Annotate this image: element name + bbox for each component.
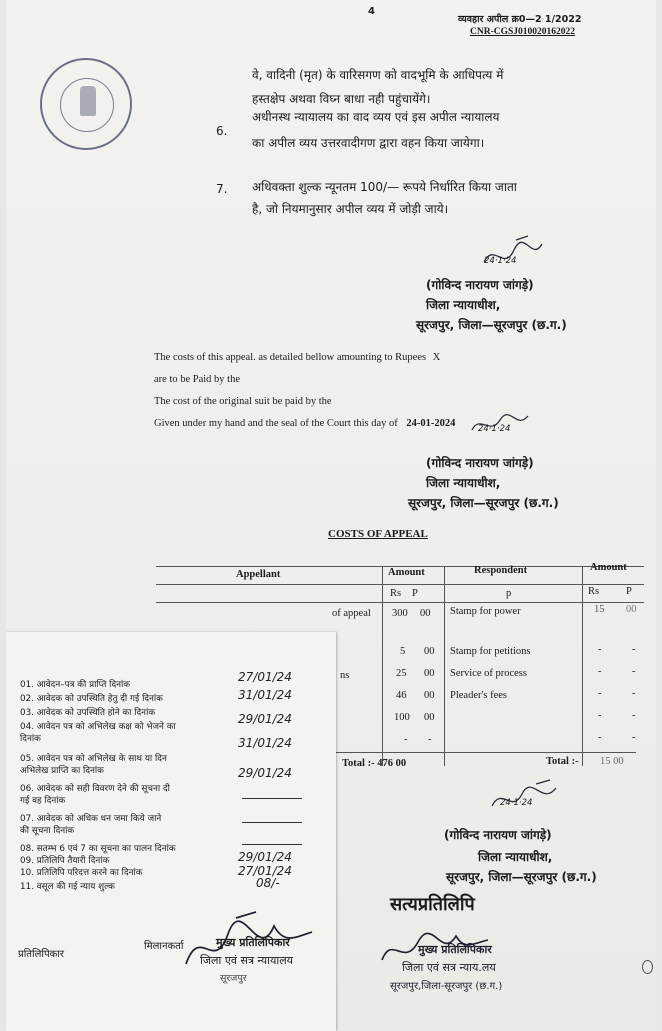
signature-scribble-1 (476, 232, 566, 278)
para7-line2: है, जो नियमानुसार अपील व्यय में जोड़ी जाये। (252, 202, 449, 216)
sign3-place: सूरजपुर, जिला—सूरजपुर (छ.ग.) (446, 870, 597, 884)
table-row-resp: Pleader's fees (450, 690, 507, 701)
table-col-line-2 (444, 566, 445, 766)
slip-item-label: 05. आवेदन पत्र को अभिलेख के साथ या दिन (20, 754, 167, 764)
table-row-p: 00 (424, 690, 435, 701)
slip-item-value: 31/01/24 (238, 736, 292, 750)
slip-item-label: अभिलेख प्राप्ति का दिनांक (20, 766, 104, 776)
slip-stamp-title: मुख्य प्रतिलिपिकार (216, 936, 290, 949)
table-row-p: 00 (420, 608, 431, 619)
table-row-p2: 00 (626, 604, 637, 615)
header-respondent: Respondent (474, 565, 528, 576)
slip-item-value: 29/01/24 (238, 766, 292, 780)
given-line-text: Given under my hand and the seal of the Court this day of (154, 418, 398, 429)
table-row-rs: 25 (396, 668, 407, 679)
slip-item-label: 09. प्रतिलिपि तैयारी दिनांक (20, 856, 110, 866)
margin-circle-mark (642, 960, 653, 974)
slip-blank-line (242, 844, 302, 845)
table-total-rule (336, 752, 636, 753)
copy-application-slip (6, 632, 336, 1031)
case-number: व्यवहार अपील क्र0—2 1/2022 (458, 14, 582, 25)
para7-number: 7. (216, 182, 228, 196)
slip-stamp-line3: सूरजपुर (220, 973, 247, 984)
sign1-name: (गोविन्द नारायण जांगड़े) (426, 278, 534, 292)
slip-item-label: दिनांक (20, 734, 41, 744)
para7-line1: अधिवक्ता शुल्क न्यूनतम 100/— रूपये निर्धारित किया जाता (252, 180, 517, 194)
court-seal (40, 58, 132, 150)
table-header-rule (156, 584, 644, 585)
sub-resp-p: p (506, 588, 512, 599)
table-row-item: of appeal (332, 608, 371, 619)
sign2-name: (गोविन्द नारायण जांगड़े) (426, 456, 534, 470)
costs-line-text: The costs of this appeal. as detailed bellow amounting to Rupees (154, 352, 427, 363)
table-row-rs: - (404, 734, 408, 745)
table-row-rs: 300 (392, 608, 408, 619)
sign3-date: 24·1·24 (500, 798, 533, 808)
slip-item-label: 10. प्रतिलिपि परिदत्त करने का दिनांक (20, 868, 143, 878)
table-col-line-3 (582, 566, 583, 766)
slip-item-value: 29/01/24 (238, 850, 292, 864)
total-right-label: Total :- (546, 756, 579, 767)
slip-item-label: 06. आवेदक को सही विवरण देने की सूचना दी (20, 784, 170, 794)
sign2-title: जिला न्यायाधीश, (426, 476, 501, 490)
stamp-right-line3: सूरजपुर,जिला-सूरजपुर (छ.ग.) (390, 981, 503, 992)
table-row-rs2: 15 (594, 604, 605, 615)
table-row-rs2: - (598, 732, 602, 743)
sign2-place: सूरजपुर, जिला—सूरजपुर (छ.ग.) (408, 496, 559, 510)
slip-item-label: 02. आवेदक को उपस्थिति हेतु दी गई दिनांक (20, 694, 163, 704)
para6-line1: अधीनस्थ न्यायालय का वाद व्यय एवं इस अपील न्यायालय (252, 110, 500, 124)
slip-item-value: 31/01/24 (238, 688, 292, 702)
given-line (154, 418, 455, 429)
emblem-icon (80, 86, 96, 116)
slip-item-label: गई वह दिनांक (20, 796, 66, 806)
header-amount-2: Amount (590, 562, 627, 573)
para6-line2: का अपील व्यय उत्तरवादीगण द्वारा वहन किया जायेगा। (252, 136, 485, 150)
original-suit-line: The cost of the original suit be paid by the (154, 396, 332, 407)
table-row-resp: Stamp for petitions (450, 646, 531, 657)
total-left: Total :- 476 00 (342, 758, 407, 769)
table-col-line-1 (382, 566, 383, 766)
table-row-rs2: - (598, 666, 602, 677)
table-row-resp: Service of process (450, 668, 527, 679)
table-row-rs: 46 (396, 690, 407, 701)
sub-rs: Rs (390, 588, 402, 599)
sub-p: P (412, 588, 418, 599)
slip-item-label: 03. आवेदक को उपस्थिति होने का दिनांक (20, 708, 156, 718)
sign2-date: 24·1·24 (478, 424, 511, 434)
slip-copyist-label: प्रतिलिपिकार (18, 949, 64, 960)
table-row-p2: - (632, 710, 636, 721)
slip-item-value: 08/- (256, 876, 280, 890)
slip-item-label: 01. आवेदन–पत्र की प्राप्ति दिनांक (20, 680, 131, 690)
sub-p-2: P (626, 586, 632, 597)
costs-line (154, 352, 440, 363)
para5-line2: हस्तक्षेप अथवा विघ्न बाधा नही पहुंचायेंगे। (252, 92, 431, 106)
slip-item-label: 08. सतम्भ 6 एवं 7 का सूचना का पालन दिनांक (20, 844, 176, 854)
sub-rs-2: Rs (588, 586, 600, 597)
slip-stamp-line2: जिला एवं सत्र न्यायालय (200, 954, 294, 967)
table-row-p: - (428, 734, 432, 745)
stamp-right-line2: जिला एवं सत्र न्याय.लय (402, 961, 496, 974)
slip-blank-line (242, 822, 302, 823)
table-row-p: 00 (424, 712, 435, 723)
slip-item-value: 27/01/24 (238, 864, 292, 878)
sign3-title: जिला न्यायाधीश, (478, 850, 553, 864)
sign3-name: (गोविन्द नारायण जांगड़े) (444, 828, 552, 842)
sign1-date: 24·1·24 (484, 256, 517, 266)
costs-table-title: COSTS OF APPEAL (328, 528, 428, 540)
table-row-p: 00 (424, 646, 435, 657)
slip-verifier-label: मिलानकर्ता (144, 941, 184, 952)
table-row-resp: Stamp for power (450, 606, 521, 617)
table-row-p2: - (632, 732, 636, 743)
para5-line1: वे, वादिनी (मृत) के वारिसगण को वादभूमि के आधिपत्य में (252, 68, 504, 82)
slip-item-value: 29/01/24 (238, 712, 292, 726)
costs-line-mark: X (432, 352, 441, 363)
table-row-rs2: - (598, 644, 602, 655)
table-subheader-rule (156, 602, 644, 603)
table-row-rs: 100 (394, 712, 410, 723)
sign1-title: जिला न्यायाधीश, (426, 298, 501, 312)
sign1-place: सूरजपुर, जिला—सूरजपुर (छ.ग.) (416, 318, 567, 332)
total-right-value: 15 00 (600, 756, 624, 767)
page-mark: 4 (368, 6, 375, 17)
slip-item-label: 07. आवेदक को अधिक धन जमा किये जाने (20, 814, 162, 824)
slip-item-label: 11. वसूल की गई न्याय शुल्क (20, 882, 115, 892)
header-appellant: Appellant (236, 569, 281, 580)
table-row-rs2: - (598, 710, 602, 721)
table-row-p2: - (632, 644, 636, 655)
header-amount: Amount (388, 567, 425, 578)
slip-item-label: की सूचना दिनांक (20, 826, 75, 836)
table-row-item: ns (340, 670, 350, 681)
table-row-p: 00 (424, 668, 435, 679)
paid-by-line: are to be Paid by the (154, 374, 241, 385)
slip-item-label: 04. आवेदन पत्र को अभिलेख कक्ष को भेजने का (20, 722, 176, 732)
cnr-number: CNR-CGSJ010020162022 (470, 27, 576, 37)
table-row-rs2: - (598, 688, 602, 699)
given-date: 24-01-2024 (406, 418, 456, 429)
slip-item-value: 27/01/24 (238, 670, 292, 684)
certified-copy-stamp: सत्यप्रतिलिपि (390, 894, 475, 915)
slip-blank-line (242, 798, 302, 799)
table-row-p2: - (632, 688, 636, 699)
para6-number: 6. (216, 124, 228, 138)
table-row-p2: - (632, 666, 636, 677)
table-row-rs: 5 (400, 646, 406, 657)
stamp-right-line1: मुख्य प्रतिलिपिकार (418, 943, 492, 956)
